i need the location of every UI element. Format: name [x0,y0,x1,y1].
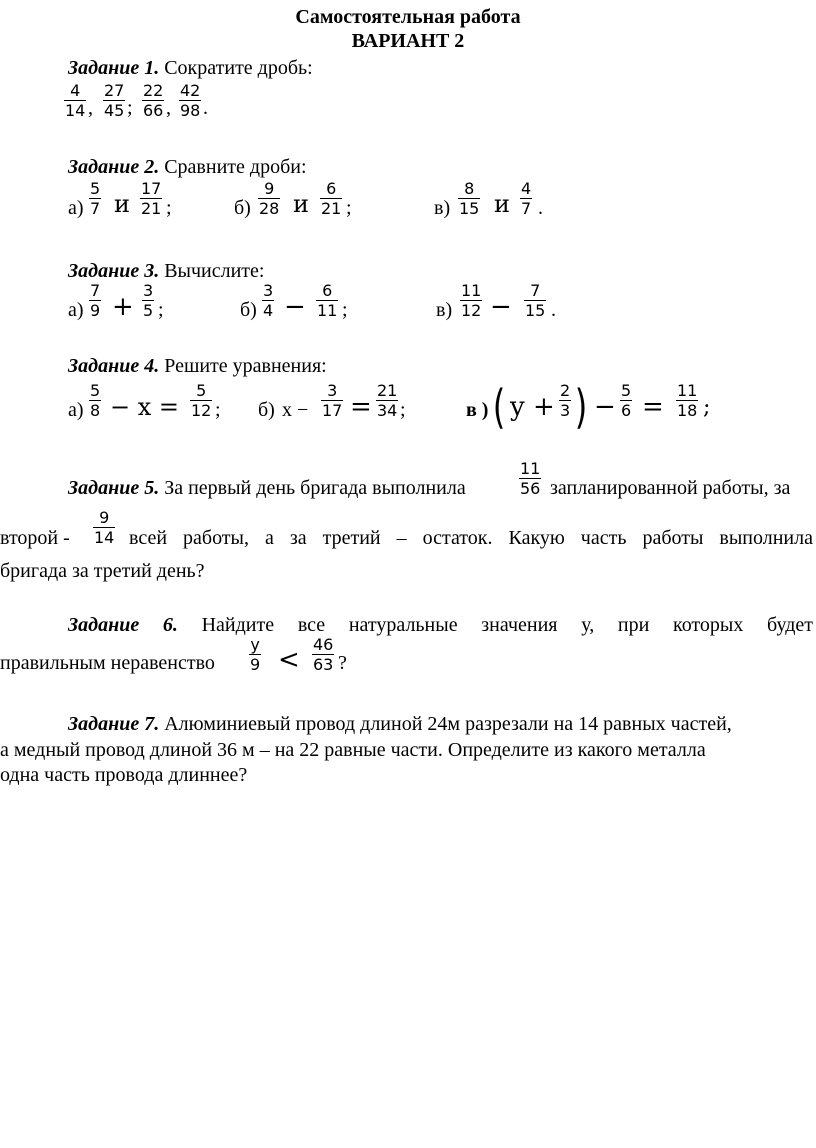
task2-item-a-frac1: $\frac{5}{7}$ [90,179,101,218]
task3-item-c-frac2: $\frac{7}{15}$ [525,281,546,320]
task4-c-letter: в ) [466,399,489,421]
open-paren: ( [492,380,506,434]
task2-heading [68,155,307,179]
task4-b-frac1: $\frac{3}{17}$ [322,381,343,420]
task4-b-frac2: $\frac{21}{34}$ [377,381,398,420]
task5-line2-end: всей работы, а за третий – остаток. Какую часть работы выполнила [129,527,813,549]
task6-line1: Задание 6. Найдите все натуральные значения у, при которых будет [68,614,813,636]
task3-item-a-letter: а) [68,299,84,321]
task4-a-letter: а) [68,399,84,421]
task4-b-letter: б) [258,399,275,421]
task5-line2-start: второй - [0,527,70,549]
task5-label: Задание 5. [68,477,160,499]
task5-fraction-2: $\frac{9}{14}$ [94,508,115,547]
task2-item-b-frac2: $\frac{6}{21}$ [321,179,342,218]
close-paren: ) [574,380,588,434]
task4-c-frac3: $\frac{11}{18}$ [677,381,698,420]
task5-fraction-1: $\frac{11}{56}$ [520,459,541,498]
task2-item-c-letter: в) [434,197,451,219]
task3-heading [68,259,264,283]
task2-item-c-frac2: $\frac{4}{7}$ [521,179,532,218]
task2-text: Сравните дроби: [164,156,307,178]
task4-c-frac2: $\frac{5}{6}$ [621,381,632,420]
task2-item-b-letter: б) [234,197,251,219]
task1-fraction-3: $\frac{22}{66}$ [143,81,164,120]
task3-item-b-frac1: $\frac{3}{4}$ [263,281,274,320]
task3-item-c-frac1: $\frac{11}{12}$ [461,281,482,320]
task7-line2: а медный провод длиной 36 м – на 22 равные части. Определите из какого металла [0,739,706,761]
task6-fraction-2: $\frac{46}{63}$ [313,635,334,674]
task1-fraction-2: $\frac{27}{45}$ [104,81,125,120]
task3-item-a-frac1: $\frac{7}{9}$ [90,281,101,320]
task5-line1-start: Задание 5. За первый день бригада выполнила [68,477,466,499]
document-page: Самостоятельная работа ВАРИАНТ 2 Задание 1. Сократите дробь: $\frac{4}{14}$ , $\frac{27}{45}$ ; $\frac{22}{66}$ , $\frac{42}{98}$ . Задание 2. Сравните дроби: а) $\frac{5}{7}$ и $\frac{17}{21}$ ; б) $\frac{9}{28}$ и $\frac{6}{21}$ ; в) $\frac{8}{15}$ и $\frac{4}{7}$ . Задание 3. Вычислите: а) $\frac{7}{9}$ + $\frac{3}{5}$ ; б) $\frac{3}{4}$ − $\frac{6}{11}$ ; в) $\frac{11}{12}$ − $\frac{7}{15}$ . Задание 4. Решите уравнения: а) $\frac{5}{8}$ − x = $\frac{5}{12}$ ; б) x − $\frac{3}{17}$ = $\frac{21}{34}$ ; в ) ( y + $\frac{2}{3}$ ) − $\frac{5}{6}$ = $\frac{11}{18}$ ; Задание 5. За первый день бригада выполнила $\frac{11}{56}$ запланированной работы, за второй - $\frac{9}{14}$ всей работы, а за третий – остаток. Какую часть работы выполнила бригада за третий день? Задание 6. Найдите все натуральные значения у, при которых будет правильным неравенство $\frac{y}{9}$ < $\frac{46}{63}$ ? Задание 7. Алюминиевый провод длиной 24м разрезали на 14 равных частей, а медный провод длиной 36 м – на 22 равные части. Определите из какого металла одна часть провода длиннее? [0,0,816,1148]
task5-line1-end: запланированной работы, за [550,477,791,499]
task7-label: Задание 7. [68,713,160,735]
task4-c-frac1: $\frac{2}{3}$ [560,381,571,420]
task1-fraction-1: $\frac{4}{14}$ [65,81,86,120]
task4-text: Решите уравнения: [164,355,327,377]
task3-label: Задание 3. [68,260,160,282]
task7-line1: Задание 7. Алюминиевый провод длиной 24м разрезали на 14 равных частей, [68,713,732,735]
task4-a-frac2: $\frac{5}{12}$ [191,381,212,420]
variant-title: ВАРИАНТ 2 [351,30,465,52]
task1-fraction-4: $\frac{42}{98}$ [180,81,201,120]
task3-item-b-frac2: $\frac{6}{11}$ [317,281,338,320]
task2-item-b-frac1: $\frac{9}{28}$ [259,179,280,218]
task7-line3: одна часть провода длиннее? [0,764,248,786]
task2-item-a-frac2: $\frac{17}{21}$ [141,179,162,218]
task2-item-c-frac1: $\frac{8}{15}$ [459,179,480,218]
worksheet-title: Самостоятельная работа [295,6,521,28]
task6-line2: правильным неравенство [0,652,215,674]
task4-a-frac1: $\frac{5}{8}$ [90,381,101,420]
task2-label: Задание 2. [68,156,160,178]
task6-label: Задание 6. [68,614,178,636]
task2-item-a-letter: а) [68,197,84,219]
task5-line3: бригада за третий день? [0,560,205,582]
task3-text: Вычислите: [164,260,265,282]
task3-item-b-letter: б) [240,299,257,321]
task1-label: Задание 1. [68,57,160,79]
task1-text: Сократите дробь: [164,57,313,79]
task1-heading [68,56,313,80]
task3-item-a-frac2: $\frac{3}{5}$ [143,281,154,320]
task4-label: Задание 4. [68,355,160,377]
task3-item-c-letter: в) [436,299,453,321]
task4-heading [68,354,327,378]
task6-fraction-1: $\frac{y}{9}$ [250,635,261,674]
